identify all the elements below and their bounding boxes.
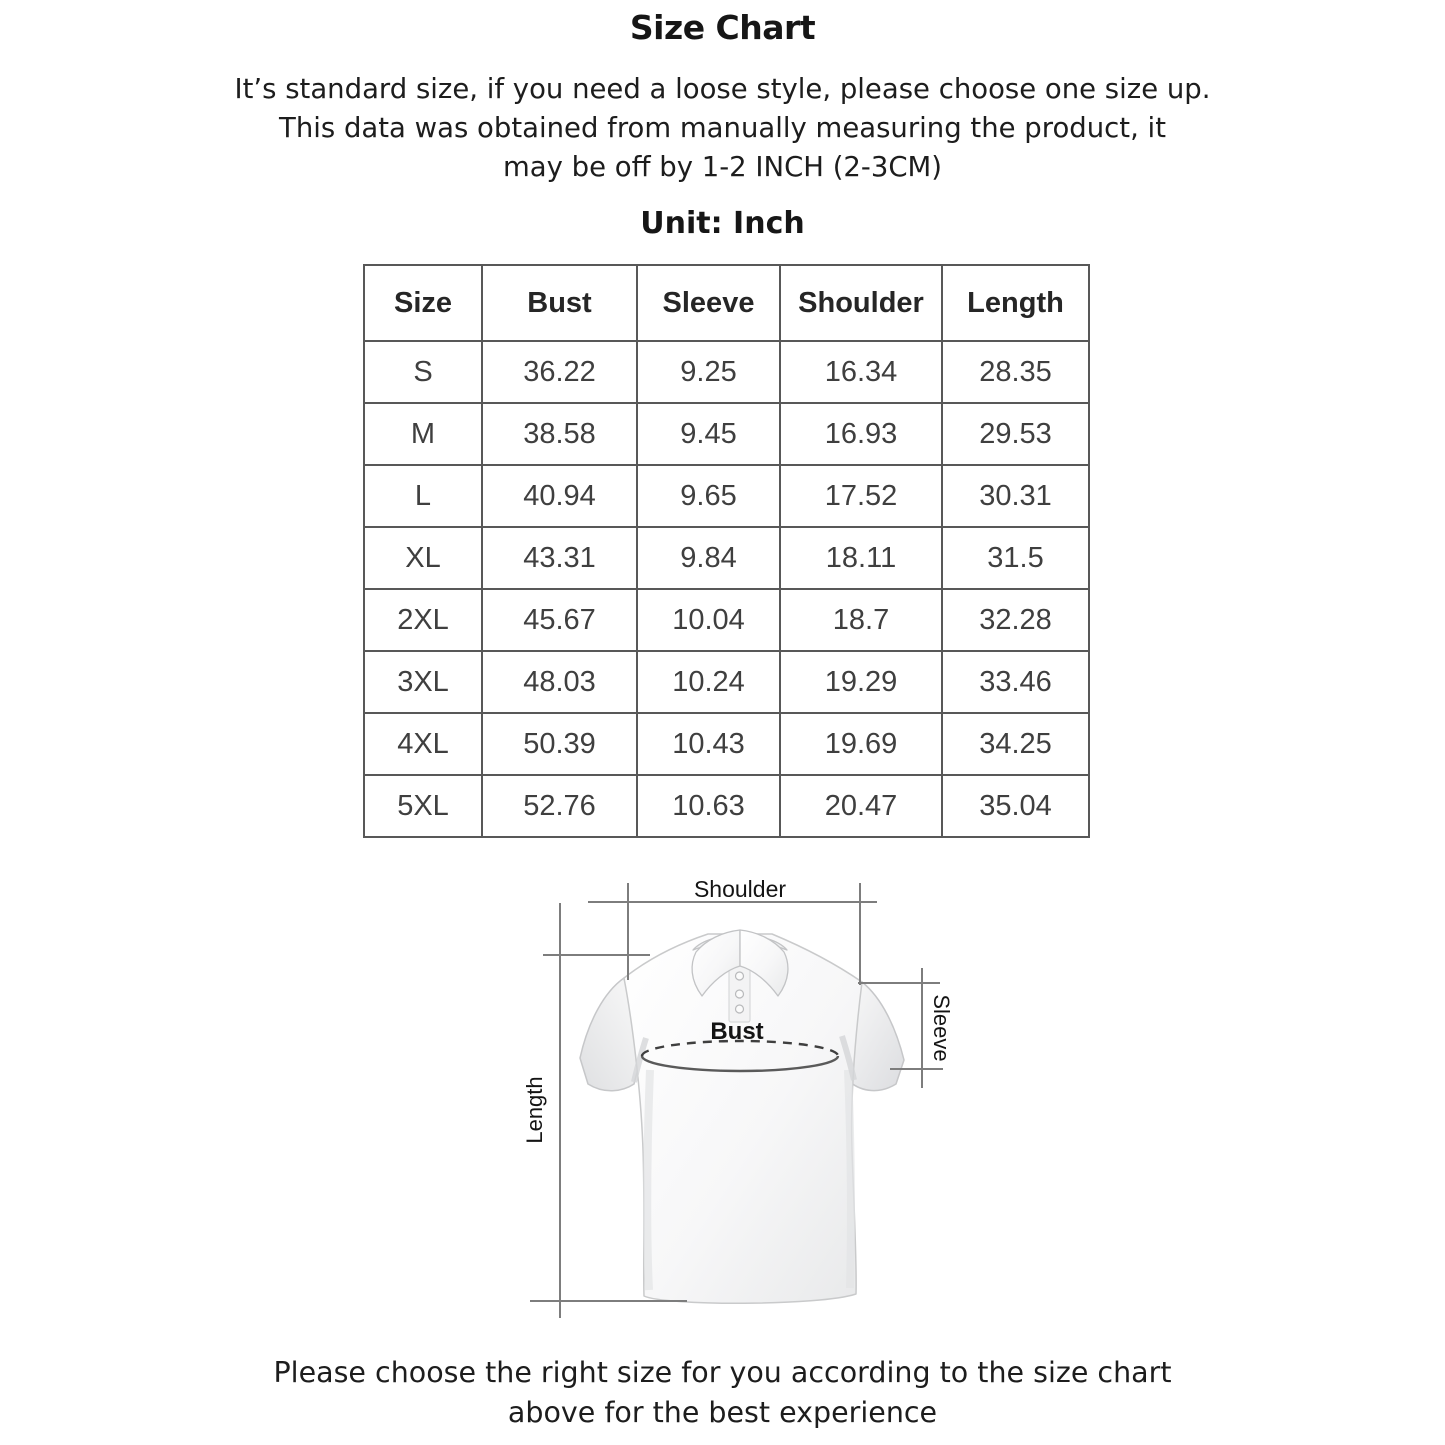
shoulder-label: Shoulder [693, 876, 787, 902]
bust-cell: 48.03 [482, 651, 637, 713]
length-cell: 30.31 [942, 465, 1089, 527]
table-row [364, 527, 1089, 589]
table-row [364, 775, 1089, 837]
bust-cell: 45.67 [482, 589, 637, 651]
sleeve-cell: 10.63 [637, 775, 780, 837]
size-cell: 2XL [364, 589, 482, 651]
intro-line: may be off by 1-2 INCH (2-3CM) [502, 151, 943, 183]
length-cell: 33.46 [942, 651, 1089, 713]
length-label: Length [522, 1076, 547, 1144]
bust-cell: 36.22 [482, 341, 637, 403]
footer-line: Please choose the right size for you according to the size chart [273, 1356, 1172, 1389]
length-cell: 32.28 [942, 589, 1089, 651]
shirt-button [736, 972, 744, 980]
sleeve-cell: 10.04 [637, 589, 780, 651]
shirt-measurement-diagram [500, 870, 980, 1330]
bust-label: Bust [710, 1018, 764, 1045]
sleeve-cell: 9.25 [637, 341, 780, 403]
intro-text [0, 70, 1445, 187]
length-cell: 28.35 [942, 341, 1089, 403]
shoulder-cell: 18.7 [780, 589, 942, 651]
size-cell: S [364, 341, 482, 403]
size-cell: XL [364, 527, 482, 589]
intro-line: This data was obtained from manually measuring the product, it [279, 112, 1166, 144]
sleeve-cell: 10.24 [637, 651, 780, 713]
size-table [363, 264, 1090, 838]
intro-line: It’s standard size, if you need a loose style, please choose one size up. [234, 73, 1211, 105]
column-header-shoulder: Shoulder [780, 265, 942, 341]
column-header-size: Size [364, 265, 482, 341]
shoulder-cell: 16.93 [780, 403, 942, 465]
bust-cell: 43.31 [482, 527, 637, 589]
table-row [364, 589, 1089, 651]
table-row [364, 403, 1089, 465]
shoulder-cell: 19.69 [780, 713, 942, 775]
size-cell: 4XL [364, 713, 482, 775]
table-row [364, 465, 1089, 527]
table-header-row [364, 265, 1089, 341]
shirt-button [736, 1005, 744, 1013]
shoulder-cell: 18.11 [780, 527, 942, 589]
shirt-button [736, 990, 744, 998]
polo-shirt-illustration [580, 930, 904, 1303]
sleeve-cell: 9.45 [637, 403, 780, 465]
column-header-length: Length [942, 265, 1089, 341]
sleeve-cell: 9.65 [637, 465, 780, 527]
shoulder-cell: 19.29 [780, 651, 942, 713]
size-cell: 3XL [364, 651, 482, 713]
bust-cell: 40.94 [482, 465, 637, 527]
footer-text [0, 1353, 1445, 1433]
footer-line: above for the best experience [507, 1396, 938, 1429]
table-row [364, 341, 1089, 403]
bust-cell: 38.58 [482, 403, 637, 465]
shoulder-cell: 16.34 [780, 341, 942, 403]
table-row [364, 713, 1089, 775]
length-cell: 29.53 [942, 403, 1089, 465]
page-title: Size Chart [629, 8, 816, 47]
sleeve-cell: 9.84 [637, 527, 780, 589]
length-cell: 31.5 [942, 527, 1089, 589]
sleeve-cell: 10.43 [637, 713, 780, 775]
bust-cell: 52.76 [482, 775, 637, 837]
column-header-sleeve: Sleeve [637, 265, 780, 341]
column-header-bust: Bust [482, 265, 637, 341]
size-cell: L [364, 465, 482, 527]
length-cell: 35.04 [942, 775, 1089, 837]
shirt-side-shade-left [647, 1070, 650, 1290]
unit-label: Unit: Inch [640, 206, 805, 241]
table-row [364, 651, 1089, 713]
size-cell: 5XL [364, 775, 482, 837]
shoulder-cell: 20.47 [780, 775, 942, 837]
shirt-side-shade-right [848, 1070, 851, 1288]
bust-cell: 50.39 [482, 713, 637, 775]
size-cell: M [364, 403, 482, 465]
shoulder-cell: 17.52 [780, 465, 942, 527]
length-cell: 34.25 [942, 713, 1089, 775]
sleeve-label: Sleeve [929, 994, 954, 1062]
